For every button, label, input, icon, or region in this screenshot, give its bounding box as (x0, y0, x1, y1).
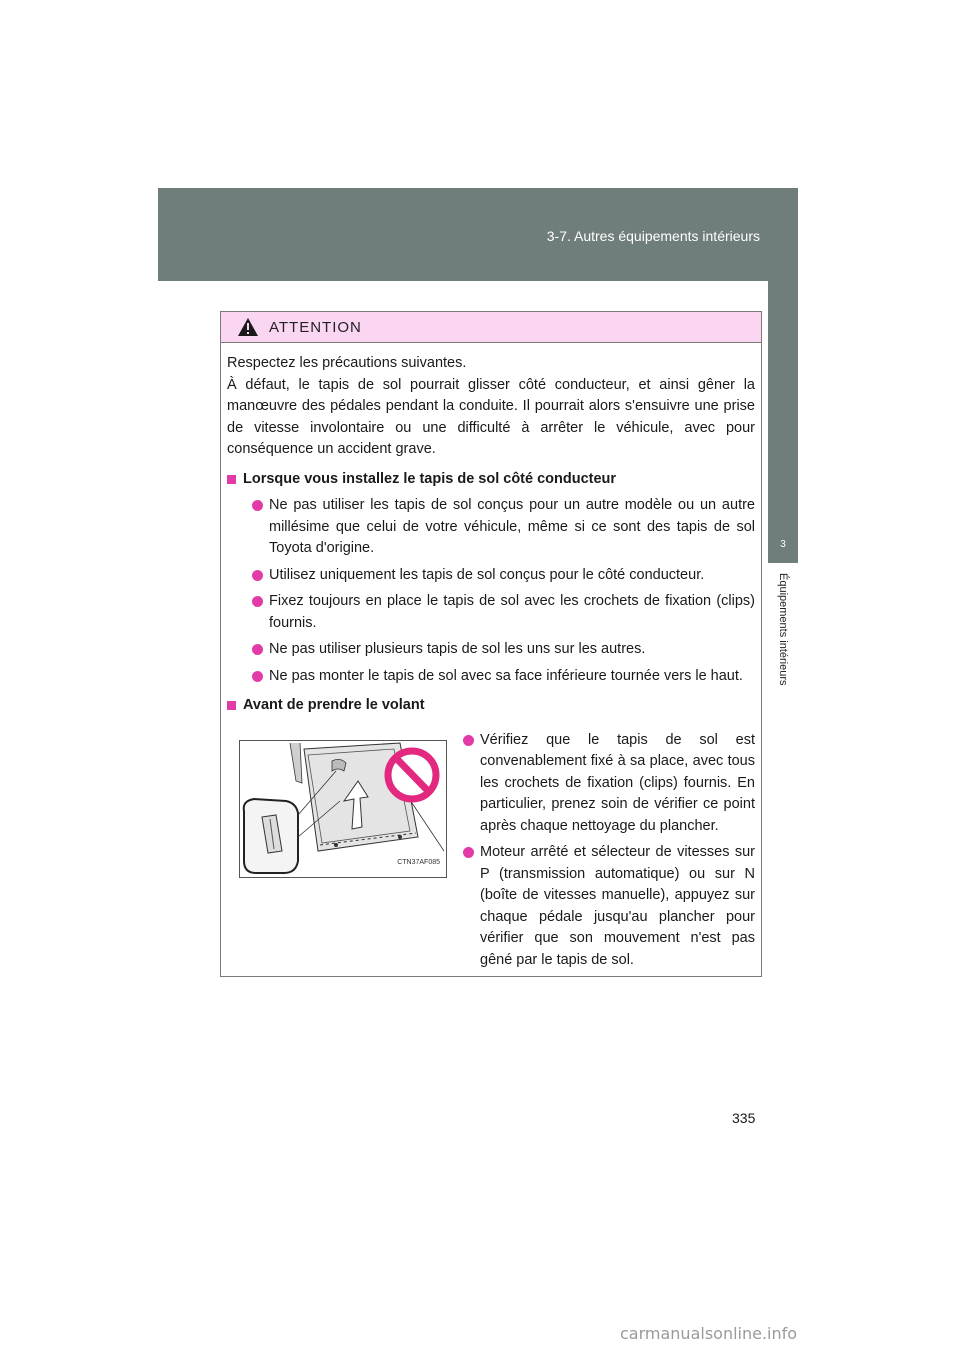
list-item: Ne pas utiliser les tapis de sol conçus pour un autre modèle ou un autre millésime que celui de votre véhicule, même si ce sont des tapis de sol Toyota d'origine. (227, 495, 755, 560)
figure-and-text (227, 725, 755, 972)
section-title: 3-7. Autres équipements intérieurs (546, 228, 760, 244)
list-item: Utilisez uniquement les tapis de sol conçus pour le côté conducteur. (227, 565, 755, 587)
square-bullet-icon (227, 475, 236, 484)
figure-code: CTN37AF085 (397, 859, 440, 866)
before-driving-list (463, 725, 755, 972)
warning-triangle-icon (237, 317, 259, 337)
warning-header (221, 312, 761, 343)
bullet-dot-icon (463, 735, 474, 746)
chapter-number-box (768, 281, 798, 563)
warning-box (220, 311, 762, 977)
warning-intro-detail: À défaut, le tapis de sol pourrait glisser côté conducteur, et ainsi gêner la manœuvre des pédales pendant la conduite. Il pourrait alors s'ensuivre une prise de vitesse involontaire ou une difficulté à arrêter le véhicule, avec pour conséquence un accident grave. (227, 376, 755, 457)
chapter-number: 3 (780, 539, 786, 550)
chapter-label: Équipements intérieurs (777, 573, 789, 686)
chapter-tab (768, 281, 798, 1358)
warning-title: ATTENTION (269, 318, 362, 336)
list-item: Fixez toujours en place le tapis de sol avec les crochets de fixation (clips) fournis. (227, 591, 755, 634)
bullet-dot-icon (252, 671, 263, 682)
warning-intro: Respectez les précautions suivantes. (227, 355, 467, 371)
section-heading-before-driving: Avant de prendre le volant (227, 695, 755, 717)
bullet-dot-icon (252, 644, 263, 655)
bullet-dot-icon (252, 570, 263, 581)
warning-body (221, 343, 761, 971)
bullet-dot-icon (252, 596, 263, 607)
header-band (158, 188, 798, 281)
page-number: 335 (732, 1110, 756, 1126)
bullet-dot-icon (252, 500, 263, 511)
list-item: Vérifiez que le tapis de sol est convenablement fixé à sa place, avec tous les crochets de fixation (clips) fournis. En particulier, prenez soin de vérifier ce point après chaque nettoyage du plancher. (463, 730, 755, 838)
section-heading-install: Lorsque vous installez le tapis de sol côté conducteur (227, 469, 755, 491)
floor-mat-illustration (239, 740, 447, 878)
watermark: carmanualsonline.info (620, 1324, 798, 1343)
bullet-dot-icon (463, 847, 474, 858)
square-bullet-icon (227, 701, 236, 710)
list-item: Moteur arrêté et sélecteur de vitesses sur P (transmission automatique) ou sur N (boîte de vitesses manuelle), appuyez sur chaque pédale jusqu'au plancher pour vérifier que son mouvement n'est pas gêné par le tapis de sol. (463, 842, 755, 971)
list-item: Ne pas utiliser plusieurs tapis de sol les uns sur les autres. (227, 639, 755, 661)
list-item: Ne pas monter le tapis de sol avec sa face inférieure tournée vers le haut. (227, 666, 755, 688)
